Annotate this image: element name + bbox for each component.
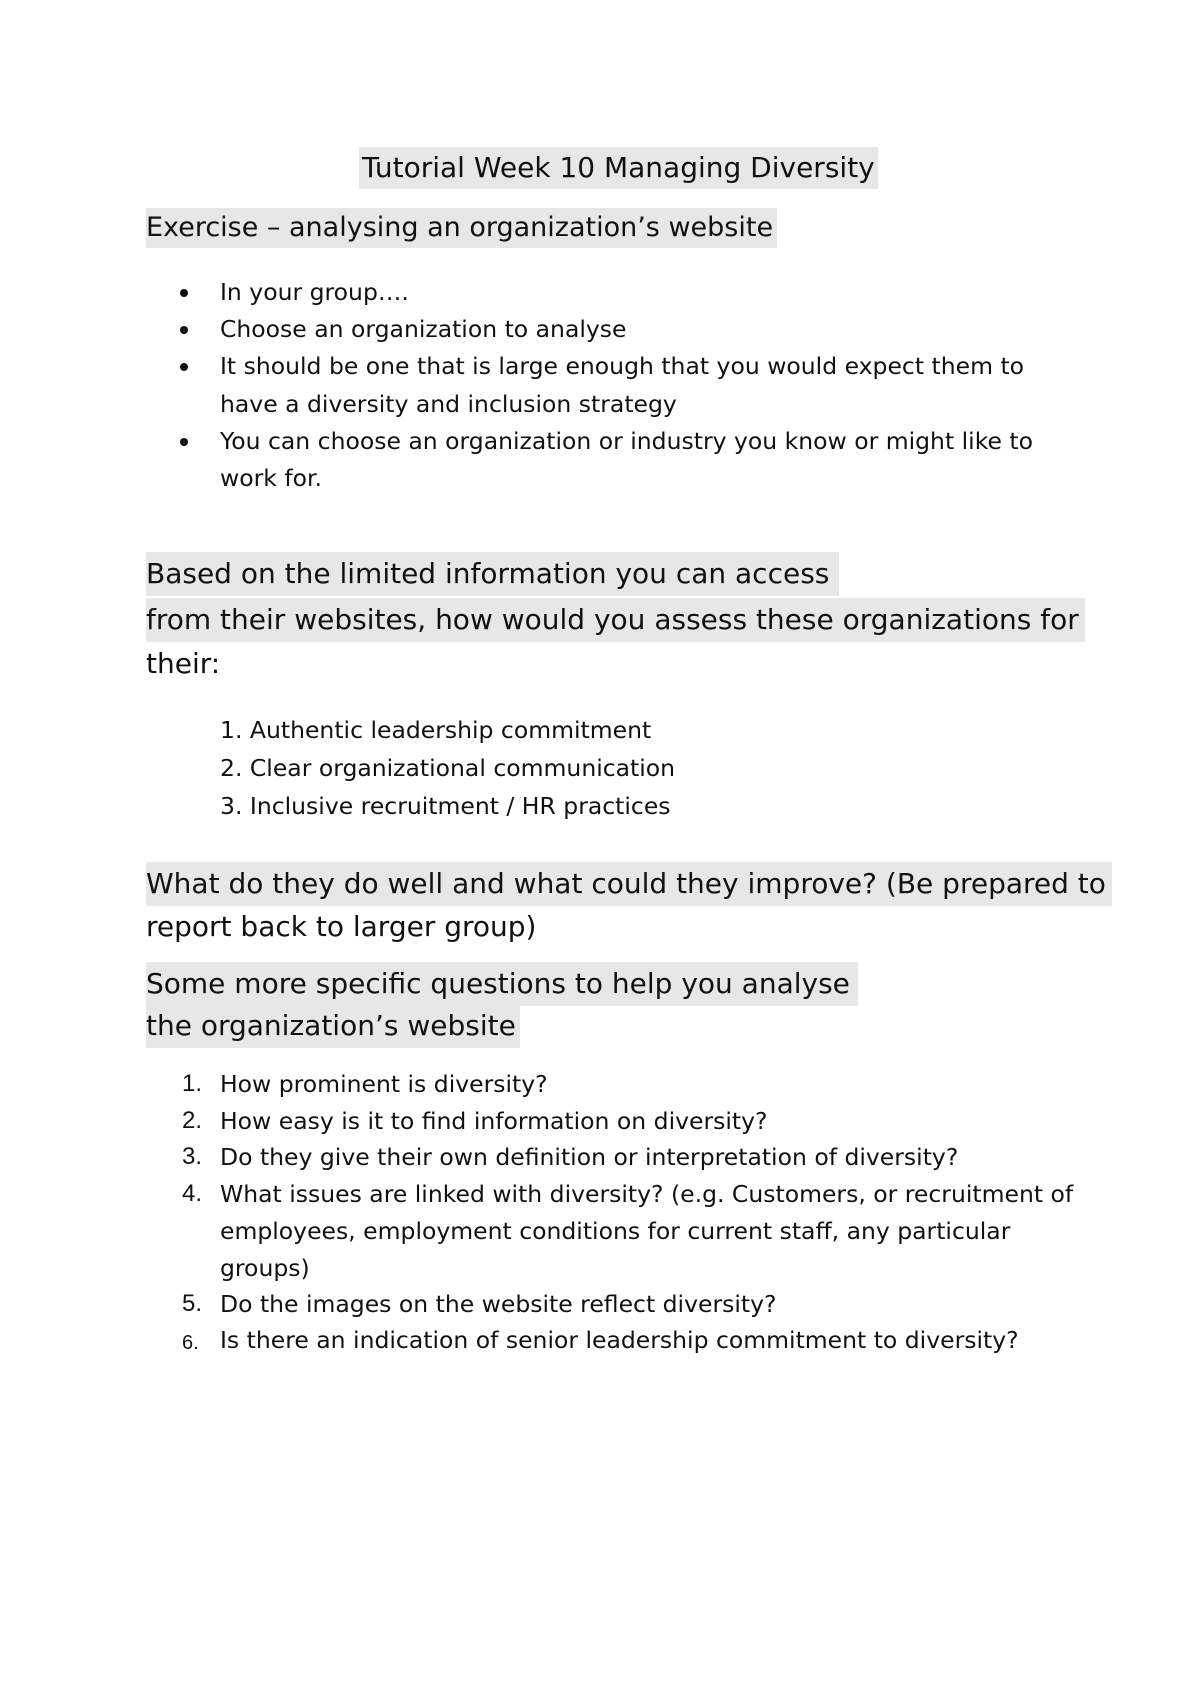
list-number: 6. bbox=[182, 1332, 199, 1354]
list-number: 1. bbox=[182, 1070, 203, 1097]
improve-heading-line: report back to larger group) bbox=[146, 910, 537, 943]
bullet-icon bbox=[180, 326, 188, 334]
list-item-text: How prominent is diversity? bbox=[220, 1070, 548, 1098]
list-number: 3. bbox=[182, 1143, 203, 1170]
questions-heading-line: the organization’s website bbox=[146, 1004, 520, 1048]
list-number: 5. bbox=[182, 1290, 203, 1317]
list-number: 2. bbox=[182, 1107, 203, 1134]
list-item-text: Choose an organization to analyse bbox=[220, 315, 627, 343]
list-number: 4. bbox=[182, 1180, 203, 1207]
assess-heading-line: Based on the limited information you can access bbox=[146, 552, 839, 596]
list-item-text: Is there an indication of senior leadership commitment to diversity? bbox=[220, 1326, 1019, 1354]
list-item: 2. Clear organizational communication bbox=[220, 754, 676, 782]
list-item: 3. Inclusive recruitment / HR practices bbox=[220, 792, 671, 820]
list-item: 1. Authentic leadership commitment bbox=[220, 716, 652, 744]
improve-heading-line: What do they do well and what could they improve? (Be prepared to bbox=[146, 862, 1112, 906]
bullet-icon bbox=[180, 289, 188, 297]
exercise-heading: Exercise – analysing an organization’s website bbox=[146, 208, 777, 248]
bullet-icon bbox=[180, 438, 188, 446]
list-item-text: In your group…. bbox=[220, 278, 409, 306]
list-item-text: What issues are linked with diversity? (e.g. Customers, or recruitment of bbox=[220, 1180, 1074, 1208]
list-item-text: How easy is it to find information on diversity? bbox=[220, 1107, 768, 1135]
assess-heading-line: their: bbox=[146, 647, 221, 680]
list-item-text: It should be one that is large enough that you would expect them to bbox=[220, 352, 1025, 380]
bullet-icon bbox=[180, 363, 188, 371]
list-item-text: Do the images on the website reflect diversity? bbox=[220, 1290, 777, 1318]
list-item-text: work for. bbox=[220, 464, 322, 492]
list-item-text: You can choose an organization or industry you know or might like to bbox=[220, 427, 1033, 455]
page-title: Tutorial Week 10 Managing Diversity bbox=[359, 147, 878, 189]
list-item-text: employees, employment conditions for current staff, any particular bbox=[220, 1217, 1011, 1245]
assess-heading-line: from their websites, how would you assess these organizations for bbox=[146, 598, 1085, 642]
list-item-text: Do they give their own definition or interpretation of diversity? bbox=[220, 1143, 959, 1171]
list-item-text: have a diversity and inclusion strategy bbox=[220, 390, 677, 418]
questions-heading-line: Some more specific questions to help you analyse bbox=[146, 962, 858, 1006]
list-item-text: groups) bbox=[220, 1254, 310, 1282]
